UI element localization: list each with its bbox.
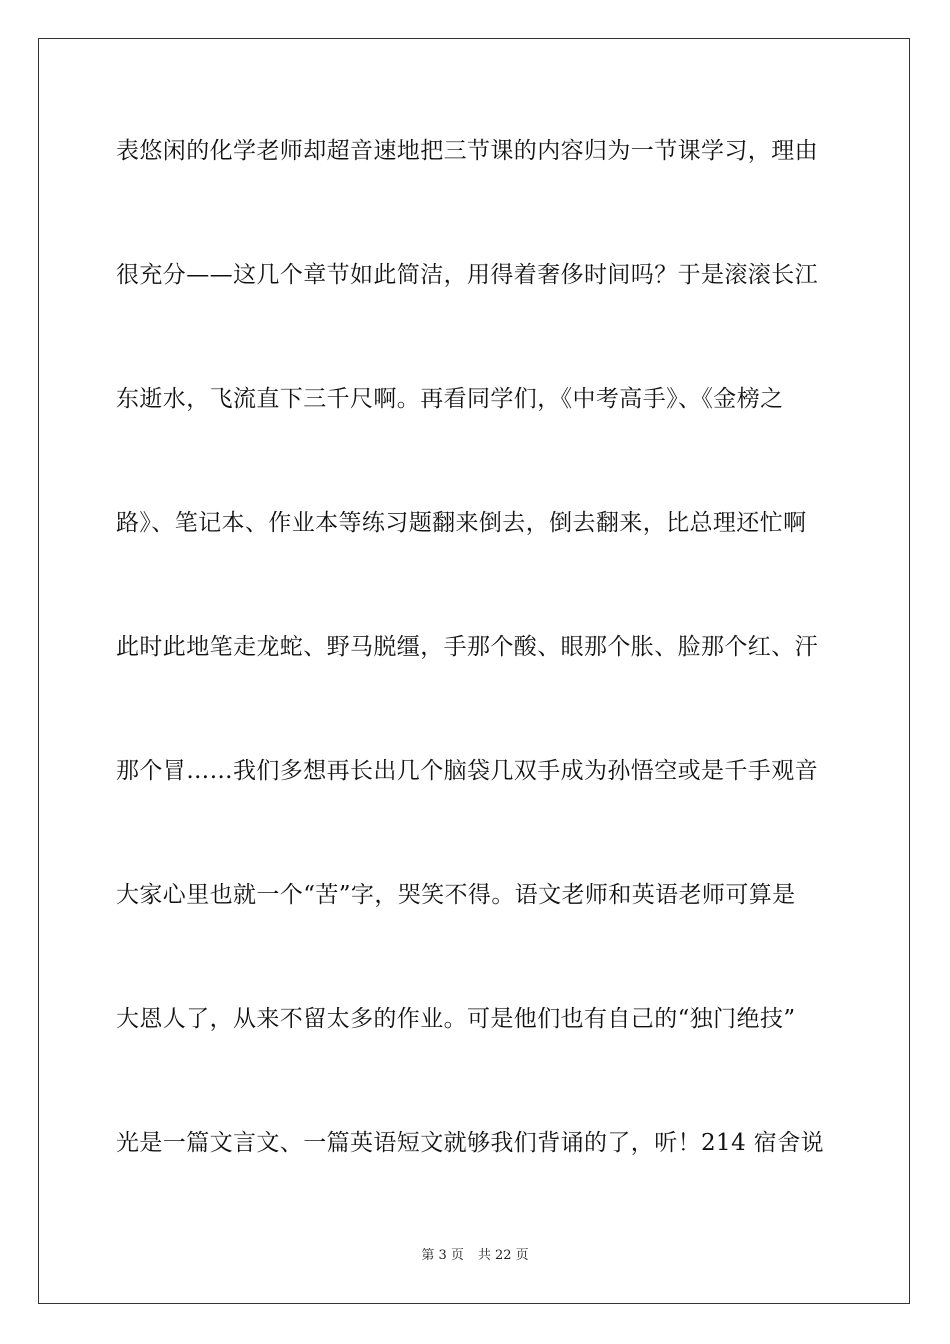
page-number: 第 3 页 — [421, 1248, 464, 1263]
text-line: 大恩人了，从来不留太多的作业。可是他们也有自己的“独门绝技” — [116, 1006, 796, 1032]
text-line: 大家心里也就一个“苦”字，哭笑不得。语文老师和英语老师可算是 — [116, 882, 796, 908]
text-line: 很充分——这几个章节如此简洁，用得着奢侈时间吗？于是滚滚长江 — [116, 262, 818, 288]
text-line: 光是一篇文言文、一篇英语短文就够我们背诵的了，听！214 宿舍说 — [116, 1130, 825, 1156]
text-line: 路》、笔记本、作业本等练习题翻来倒去，倒去翻来，比总理还忙啊 — [116, 510, 807, 536]
document-body — [116, 126, 836, 1242]
page-footer — [0, 1246, 950, 1266]
text-line: 表悠闲的化学老师却超音速地把三节课的内容归为一节课学习，理由 — [116, 138, 818, 164]
text-line: 此时此地笔走龙蛇、野马脱缰，手那个酸、眼那个胀、脸那个红、汗 — [116, 634, 818, 660]
text-line: 那个冒……我们多想再长出几个脑袋几双手成为孙悟空或是千手观音 — [116, 758, 818, 784]
page-total: 共 22 页 — [477, 1248, 529, 1263]
text-line: 东逝水，飞流直下三千尺啊。再看同学们，《中考高手》、《金榜之 — [116, 386, 784, 412]
